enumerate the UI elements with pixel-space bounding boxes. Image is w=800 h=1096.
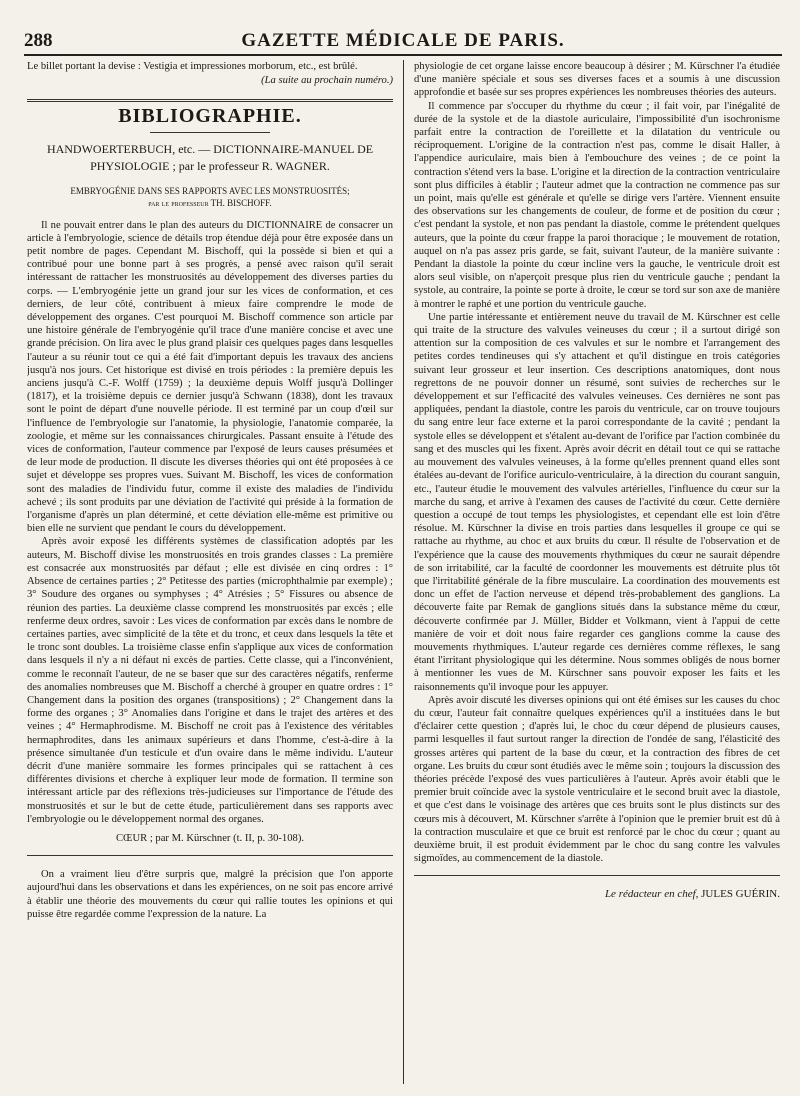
editor-label: Le rédacteur en chef, — [604, 888, 699, 901]
editor-signature — [414, 888, 780, 901]
running-title: GAZETTE MÉDICALE DE PARIS. — [241, 30, 565, 51]
article-subtitle-line-1: EMBRYOGÉNIE DANS SES RAPPORTS AVEC LES MONSTRUOSITÉS; — [70, 185, 350, 196]
page-header — [24, 30, 782, 56]
article-subtitle — [27, 185, 393, 209]
article-paragraph: Après avoir discuté les diverses opinions qui ont été émises sur les causes du choc du cœur, l'auteur fait connaître quelques expériences qu'il a instituées dans le but d'éclairer cette question ; d'après lui, le choc du cœur dépend de plusieurs causes, parmi lesquelles il faut surtout ranger la direction de l'ondée de sang, l'élasticité des grosses artères qui partent de la base du cœur, et la contraction des fibres de cet organe. Les bruits du cœur sont étudiés avec le même soin ; toujours la discussion des théories précède l'exposé des vues particulières à l'auteur. Après avoir établi que le premier bruit coïncide avec la systole ventriculaire et le second bruit avec la diastole, et que c'est dans le voisinage des artères que ces bruits sont le plus distincts sur des cœurs mis à découvert, M. Kürschner s'arrête à l'opinion que le premier bruit est dû à la contraction musculaire et que ce bruit est renforcé par le choc du cœur ; quant au deuxième bruit, il est produit évidemment par le choc du sang contre les valvules sigmoïdes, au commencement de la diastole. — [414, 694, 780, 865]
article-paragraph: On a vraiment lieu d'être surpris que, malgré la précision que l'on apporte aujourd'hui dans les observations et dans les expériences, on ne soit pas encore arrivé à établir une théorie des mouvements du cœur qui rallie toutes les opinions et qui puisse être regardée comme l'expression de la nature. La — [27, 869, 393, 920]
article-paragraph: Une partie intéressante et entièrement neuve du travail de M. Kürschner est celle qui traite de la structure des valvules veineuses du cœur ; il a surtout dirigé son attention sur la composition de ces valvules et sur le nombre et l'arrangement des petites cordes tendineuses qui s'y attachent et qu'il distingue en trois catégories suivant leur grosseur et leur insertion. Ces descriptions anatomiques, dont nous regrettons de ne pouvoir donner un résumé, sont suivies de recherches sur le développement et sur l'efficacité des valvules veineuses. Ces dernières ne sont pas appliquées, pendant la diastole, contre les parois du ventricule, car on trouve toujours du sang entre leur face externe et la paroi correspondante de la cavité ; pendant la systole elles se développent et s'étalent au-devant de l'orifice par l'action combinée du sang et des muscles qui les fixent. Après avoir décrit en détail tout ce qui se rattache au mouvement des valvules veineuses, à la forme qu'elles prennent quand elles sont étalées au-devant de l'orifice auriculo-ventriculaire, à la direction du courant sanguin, etc., l'auteur étudie le mouvement des valvules artérielles, l'influence du cœur sur la marche du sang, et arrive à l'examen des causes de l'activité du cœur. Cette dernière question a occupé de tout temps les physiologistes, et cependant elle est loin d'être résolue. M. Kürschner la divise en trois parties dans lesquelles il groupe ce qui se rattache au rhythme, au choc et aux bruits du cœur. Il résulte de l'observation et de l'expérience que la cause des mouvements rhythmiques du cœur ne saurait dépendre de son irritabilité, car la faculté de coordonner les mouvements est détruite plus tôt que l'irritabilité générale de la fibre musculaire. La coordination des mouvements est donc un effet de l'action nerveuse et dépend très-probablement des ganglions. La découverte faite par Remak de ganglions situés dans la substance même du cœur, découverte confirmée par J. Müller, Bidder et Volkmann, vient à l'appui de cette manière de voir et doit nous faire regarder ces ganglions comme la cause des mouvements rhythmiques. L'auteur regarde ces dernières comme réflexes, le sang étant l'irritant physiologique qui les détermine. Nous sommes obligés de nous borner à mentionner les vues de M. Kürschner sans pouvoir exposer les faits et les raisonnements qu'il invoque pour les appuyer. — [414, 311, 780, 693]
title-divider — [150, 132, 270, 133]
book-title: HANDWOERTERBUCH, etc. — DICTIONNAIRE-MANUEL DE PHYSIOLOGIE ; par le professeur R. WAGNER. — [46, 141, 374, 173]
coeur-divider — [27, 855, 393, 856]
suite-note: (La suite au prochain numéro.) — [261, 75, 393, 87]
page-number: 288 — [24, 30, 53, 51]
billet-text: Le billet portant la devise : Vestigia et impressiones morborum, etc., est brûlé. — [27, 61, 358, 72]
section-title: BIBLIOGRAPHIE. — [118, 105, 302, 128]
column-rule — [403, 60, 404, 1084]
article-paragraph: Il commence par s'occuper du rhythme du cœur ; il fait voir, par l'inégalité de durée de la systole et de la diastole auriculaire, l'impossibilité d'un isochronisme parfait entre la contraction de l'oreillette et la dilatation du ventricule ou réciproquement. L'origine de la contraction n'est pas, comme le disait Haller, à l'appendice auriculaire, mais bien à l'embouchure des veines ; de ce point la contraction s'étend vers la base. L'origine et la direction de la contraction ventriculaire sont plus difficiles à établir ; l'auteur admet que la contraction ne commence pas sur un point, mais qu'elle est générale et qu'elle se dirige vers l'artère. Viennent ensuite des observations sur les changements de couleur, de forme et de position du cœur ; c'est pendant la systole, et non pas pendant la diastole, comme le prétendent quelques auteurs, que la pointe du cœur frappe la paroi thoracique ; le mouvement de rotation, auquel on n'a pas assez pris garde, se fait, suivant l'auteur, de la manière suivante : Pendant la diastole la pointe du cœur incline vers la gauche, le ventricule droit est alors seul visible, on n'aperçoit presque plus rien du ventricule gauche ; pendant la systole, au contraire, la pointe se porte à droite, le cœur se tord sur son axe de manière à montrer le raphé et une portion du ventricule gauche. — [414, 100, 780, 310]
left-column — [27, 60, 393, 1080]
editor-name: JULES GUÉRIN. — [701, 888, 780, 901]
article-subtitle-line-2: par le professeur TH. BISCHOFF. — [148, 197, 272, 208]
right-column — [414, 60, 780, 1080]
article-paragraph: physiologie de cet organe laisse encore beaucoup à désirer ; M. Kürschner l'a étudiée d'une manière spéciale et sous ses diverses faces et a soumis à une discussion approfondie et basée sur ses propres expériences les nombreuses théories des auteurs. — [414, 61, 780, 99]
article-paragraph: Il ne pouvait entrer dans le plan des auteurs du DICTIONNAIRE de consacrer un article à l'embryologie, science de détails trop étendue déjà pour être exposée dans un petit nombre de pages. Cependant M. Bischoff, qui la possède si bien et qui a contribué pour une bonne part à ses progrès, a pensé avec raison qu'il serait intéressant de rattacher les monstruosités au développement des diverses parties du corps. — L'embryogénie jette un grand jour sur les vices de conformation, et ces derniers, de leur côté, contribuent à mieux faire comprendre le mode de développement des organes. C'est pourquoi M. Bischoff commence son article par une histoire générale de l'embryogénie qu'il trace d'une manière concise et avec une grande précision. On lira avec le plus grand plaisir ces quelques pages dans lesquelles l'auteur a su réunir tout ce qui a été fait d'important depuis les travaux des anciens jusqu'à nos jours. Cet historique est divisé en trois périodes : la première depuis les anciens jusqu'à C.-F. Wolff (1759) ; la deuxième depuis Wolff jusqu'à Dollinger (1817), et la troisième depuis ce dernier jusqu'à Schwann (1838), dont les travaux sont le point de départ d'une nouvelle période. Il est terminé par un coup d'œil sur l'influence de l'embryologie sur l'anatomie, la physiologie, l'anatomie comparée, la zoologie, et même sur les connaissances chirurgicales. Passant ensuite à l'étude des vices de conformation, l'auteur commence par l'exposé de leurs causes présumées et de leur mode de production. Il discute les diverses théories qui ont été proposées à ce sujet et développe ses propres vues. Suivant M. Bischoff, les vices de conformation sont des maladies de l'individu futur, comme il existe des maladies de l'individu achevé ; ils sont produits par une déviation de l'activité qui préside à la formation de l'organisme d'après un plan déterminé, et cette déviation elle-même est primitive ou bien elle ne survient que pendant le cours du développement. — [27, 219, 393, 535]
coeur-heading: CŒUR ; par M. Kürschner (t. II, p. 30-108). — [115, 832, 304, 844]
section-divider — [27, 99, 393, 102]
closing-divider — [414, 875, 780, 876]
article-paragraph: Après avoir exposé les différents systèmes de classification adoptés par les auteurs, M. Bischoff divise les monstruosités en trois grandes classes : La première est consacrée aux monstruosités par défaut ; elle est divisée en cinq ordres : 1° Absence de certaines parties ; 2° Petitesse des parties (microphthalmie par exemple) ; 3° Soudure des organes ou symphyses ; 4° Atrésies ; 5° Fissures ou absence de réunion des parties. La deuxième classe comprend les monstruosités par excès ; elle renferme deux ordres, savoir : Les vices de conformation par excès dans le nombre de certaines parties, avec simplicité de la tête et du tronc, et ceux dans lesquels la tête et le tronc sont doubles. La troisième classe enfin s'applique aux vices de conformation dans lesquels il n'y a ni défaut ni excès de parties. Cette classe, qui a l'inconvénient, comme le reconnaît l'auteur, de ne se baser que sur des caractères négatifs, renferme des anomalies nombreuses que M. Bischoff a cherché à grouper en quatre ordres : 1° Changement dans la position des organes (transpositions) ; 2° Changement dans la forme des organes ; 3° Anomalies dans l'origine et dans le trajet des artères et des veines ; 4° Hermaphrodisme. M. Bischoff ne croit pas à l'existence des véritables hermaphrodites, dans les animaux supérieurs et dans l'homme, c'est-à-dire à la présence simultanée d'un testicule et d'un ovaire dans le même individu. L'auteur décrit d'une manière sommaire les formes principales qui se rattachent à ces différentes divisions et cherche à expliquer leur mode de formation. Il termine son intéressant article par des réflexions très-judicieuses sur l'importance de l'étude des monstruosités et sur le but de cette étude, particulièrement dans ses rapports avec l'embryologie ou le développement normal des organes. — [27, 536, 393, 825]
